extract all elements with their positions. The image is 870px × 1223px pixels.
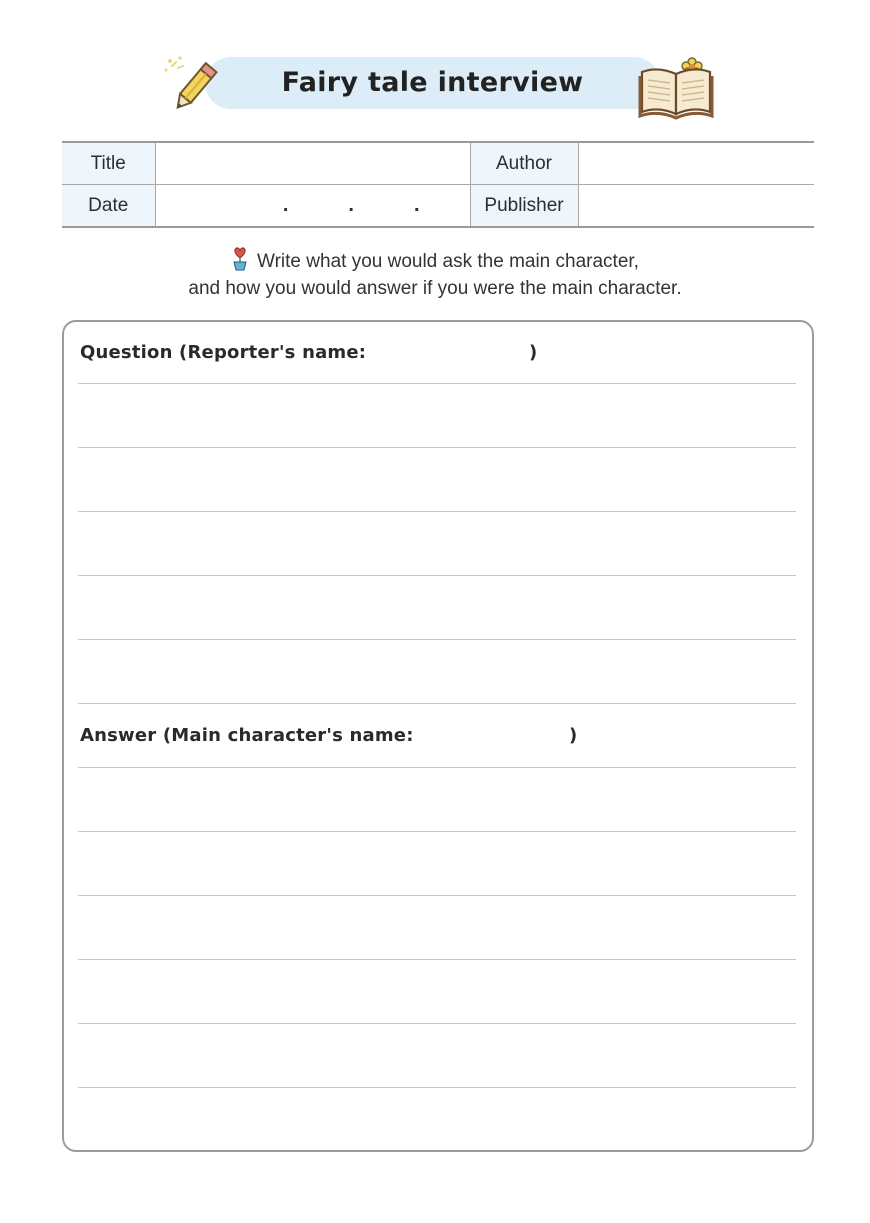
author-field[interactable] <box>578 142 814 185</box>
writing-line <box>78 1023 796 1024</box>
writing-line <box>78 703 796 704</box>
book-info-table <box>62 141 814 228</box>
writing-line <box>78 767 796 768</box>
writing-line <box>78 383 796 384</box>
writing-line <box>78 1087 796 1088</box>
date-label: Date <box>62 185 155 228</box>
page-title: Fairy tale interview <box>281 67 584 98</box>
question-label: Question (Reporter's name: <box>80 342 367 363</box>
writing-line <box>78 447 796 448</box>
writing-line <box>78 575 796 576</box>
heart-flowerpot-icon <box>231 247 249 271</box>
answer-close-paren: ) <box>569 725 578 746</box>
publisher-field[interactable] <box>578 185 814 228</box>
date-separators <box>156 185 470 226</box>
instruction-line-2: and how you would answer if you were the main character. <box>188 278 682 299</box>
instruction-line-1: Write what you would ask the main character, <box>100 247 770 275</box>
writing-line <box>78 639 796 640</box>
writing-line <box>78 895 796 896</box>
date-separator: . <box>348 194 354 216</box>
writing-line <box>78 831 796 832</box>
open-book-icon <box>636 52 716 120</box>
writing-line <box>78 511 796 512</box>
date-separator: . <box>282 194 289 216</box>
pencil-icon <box>158 52 230 118</box>
title-field[interactable] <box>155 142 470 185</box>
answer-label: Answer (Main character's name: <box>80 725 414 746</box>
table-row <box>62 185 814 228</box>
table-row <box>62 142 814 185</box>
date-separator: . <box>413 194 420 216</box>
question-close-paren: ) <box>529 342 538 363</box>
writing-line <box>78 959 796 960</box>
instruction-text <box>100 247 770 302</box>
publisher-label: Publisher <box>470 185 578 228</box>
author-label: Author <box>470 142 578 185</box>
title-label: Title <box>62 142 155 185</box>
date-field[interactable] <box>155 185 470 228</box>
